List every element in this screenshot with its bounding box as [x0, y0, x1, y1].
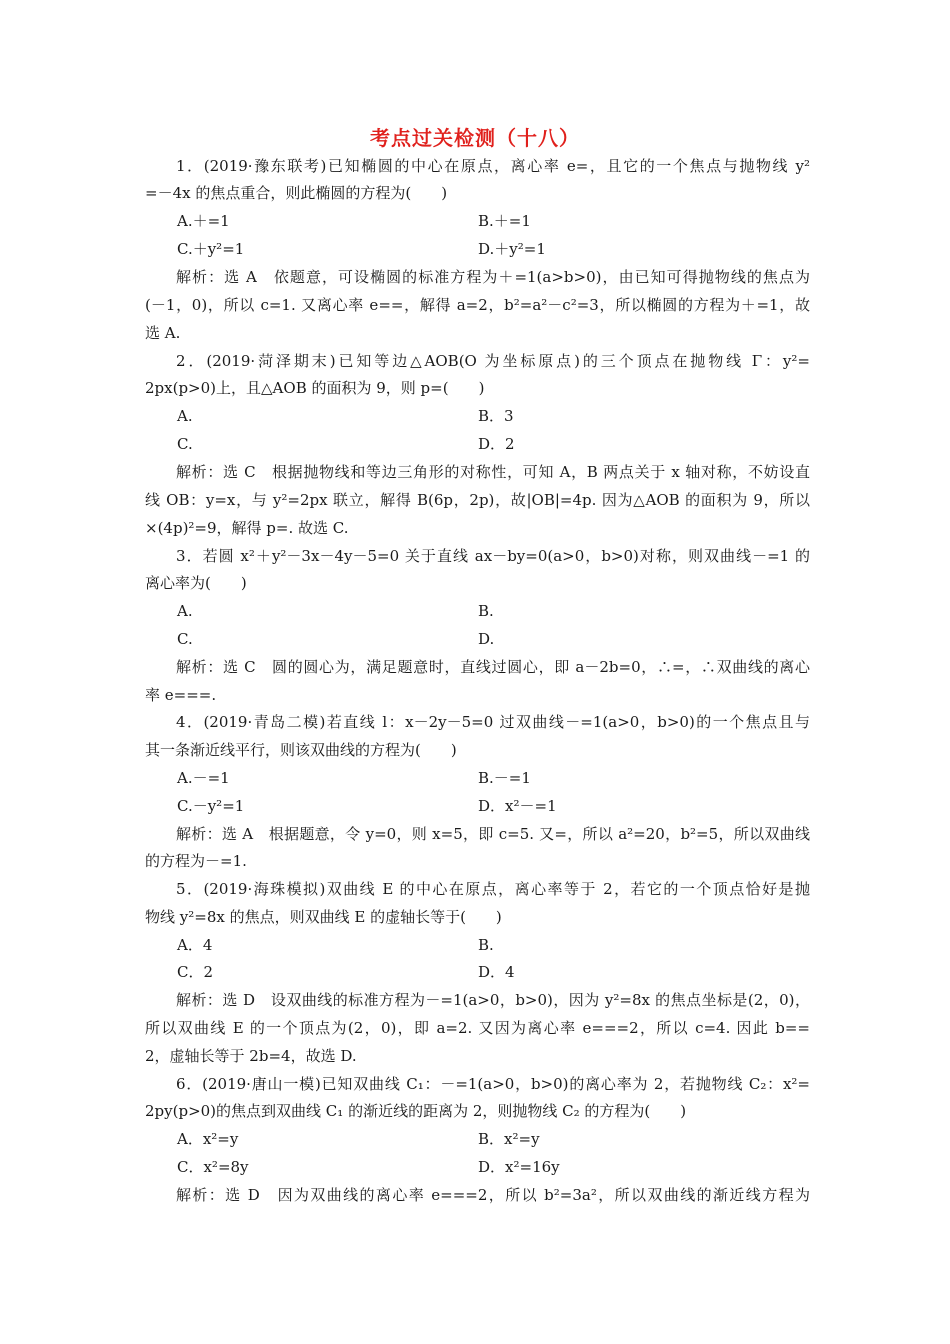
question-4-stem-line-1: 4．(2019·青岛二模)若直线 l：x－2y－5=0 过双曲线－=1(a>0，b>0)的一个焦点且与	[176, 713, 810, 731]
question-2-option-a: A.	[177, 407, 193, 425]
question-5-option-c: C．2	[177, 963, 214, 981]
question-3-analysis-line-2: 率 e===.	[145, 686, 217, 704]
question-3-option-a: A.	[177, 602, 193, 620]
question-3-option-d: D.	[478, 630, 495, 648]
question-1-analysis-line-3: 选 A.	[145, 324, 181, 342]
question-4-option-c: C.－y²=1	[177, 797, 245, 815]
question-4-analysis-line-2: 的方程为－=1.	[145, 852, 247, 870]
question-1-option-c: C.＋y²=1	[177, 240, 245, 258]
question-4-option-d: D．x²－=1	[478, 797, 557, 815]
question-5-option-b: B.	[478, 936, 494, 954]
question-3-analysis-line-1: 解析：选 C 圆的圆心为，满足题意时，直线过圆心，即 a－2b=0，∴=，∴双曲线的离心	[176, 658, 810, 676]
question-1-option-d: D.＋y²=1	[478, 240, 546, 258]
question-2-option-d: D．2	[478, 435, 515, 453]
page-title: 考点过关检测（十八）	[370, 126, 580, 150]
question-6-option-b: B．x²=y	[478, 1130, 540, 1148]
question-2-analysis-line-1: 解析：选 C 根据抛物线和等边三角形的对称性，可知 A，B 两点关于 x 轴对称，不妨设直	[176, 463, 810, 481]
question-6-stem-line-1: 6．(2019·唐山一模)已知双曲线 C₁：－=1(a>0，b>0)的离心率为 2，若抛物线 C₂：x²=	[176, 1075, 810, 1093]
question-3-stem-line-2: 离心率为( )	[145, 574, 247, 592]
question-6-option-d: D．x²=16y	[478, 1158, 560, 1176]
question-1-stem-line-2: =－4x 的焦点重合，则此椭圆的方程为( )	[145, 184, 448, 202]
question-5-option-d: D．4	[478, 963, 515, 981]
question-5-stem-line-1: 5．(2019·海珠模拟)双曲线 E 的中心在原点，离心率等于 2，若它的一个顶点恰好是抛	[176, 880, 810, 898]
question-5-analysis-line-2: 所以双曲线 E 的一个顶点为(2，0)，即 a=2. 又因为离心率 e===2，所以 c=4. 因此 b==	[145, 1019, 810, 1037]
question-2-analysis-line-2: 线 OB：y=x，与 y²=2px 联立，解得 B(6p，2p)，故|OB|=4p. 因为△AOB 的面积为 9，所以	[145, 491, 810, 509]
question-4-option-b: B.－=1	[478, 769, 531, 787]
question-6-stem-line-2: 2py(p>0)的焦点到双曲线 C₁ 的渐近线的距离为 2，则抛物线 C₂ 的方程为( )	[145, 1102, 687, 1120]
question-6-option-c: C．x²=8y	[177, 1158, 249, 1176]
question-5-analysis-line-3: 2，虚轴长等于 2b=4，故选 D.	[145, 1047, 357, 1065]
question-2-stem-line-2: 2px(p>0)上，且△AOB 的面积为 9，则 p=( )	[145, 379, 485, 397]
question-1-stem-line-1: 1．(2019·豫东联考)已知椭圆的中心在原点，离心率 e=，且它的一个焦点与抛物线 y²	[176, 157, 810, 175]
question-4-option-a: A.－=1	[177, 769, 230, 787]
question-1-option-a: A.＋=1	[177, 212, 230, 230]
question-2-analysis-line-3: ×(4p)²=9，解得 p=. 故选 C.	[145, 519, 349, 537]
question-6-analysis-line-1: 解析：选 D 因为双曲线的离心率 e===2，所以 b²=3a²，所以双曲线的渐近线方程为	[176, 1186, 810, 1204]
question-3-option-c: C.	[177, 630, 193, 648]
question-6-option-a: A．x²=y	[177, 1130, 239, 1148]
question-2-option-b: B．3	[478, 407, 514, 425]
question-4-analysis-line-1: 解析：选 A 根据题意，令 y=0，则 x=5，即 c=5. 又=，所以 a²=20，b²=5，所以双曲线	[176, 825, 810, 843]
question-5-stem-line-2: 物线 y²=8x 的焦点，则双曲线 E 的虚轴长等于( )	[145, 908, 502, 926]
question-5-analysis-line-1: 解析：选 D 设双曲线的标准方程为－=1(a>0，b>0)，因为 y²=8x 的焦点坐标是(2，0)，	[176, 991, 810, 1009]
question-1-option-b: B.＋=1	[478, 212, 531, 230]
question-2-stem-line-1: 2．(2019·菏泽期末)已知等边△AOB(O 为坐标原点)的三个顶点在抛物线 Γ：y²=	[176, 352, 810, 370]
question-1-analysis-line-1: 解析：选 A 依题意，可设椭圆的标准方程为＋=1(a>b>0)，由已知可得抛物线的焦点为	[176, 268, 810, 286]
question-5-option-a: A．4	[177, 936, 213, 954]
question-2-option-c: C.	[177, 435, 193, 453]
question-1-analysis-line-2: (－1，0)，所以 c=1. 又离心率 e==，解得 a=2，b²=a²－c²=3，所以椭圆的方程为＋=1，故	[145, 296, 810, 314]
question-4-stem-line-2: 其一条渐近线平行，则该双曲线的方程为( )	[145, 741, 457, 759]
question-3-stem-line-1: 3．若圆 x²＋y²－3x－4y－5=0 关于直线 ax－by=0(a>0，b>0)对称，则双曲线－=1 的	[176, 547, 810, 565]
question-3-option-b: B.	[478, 602, 494, 620]
